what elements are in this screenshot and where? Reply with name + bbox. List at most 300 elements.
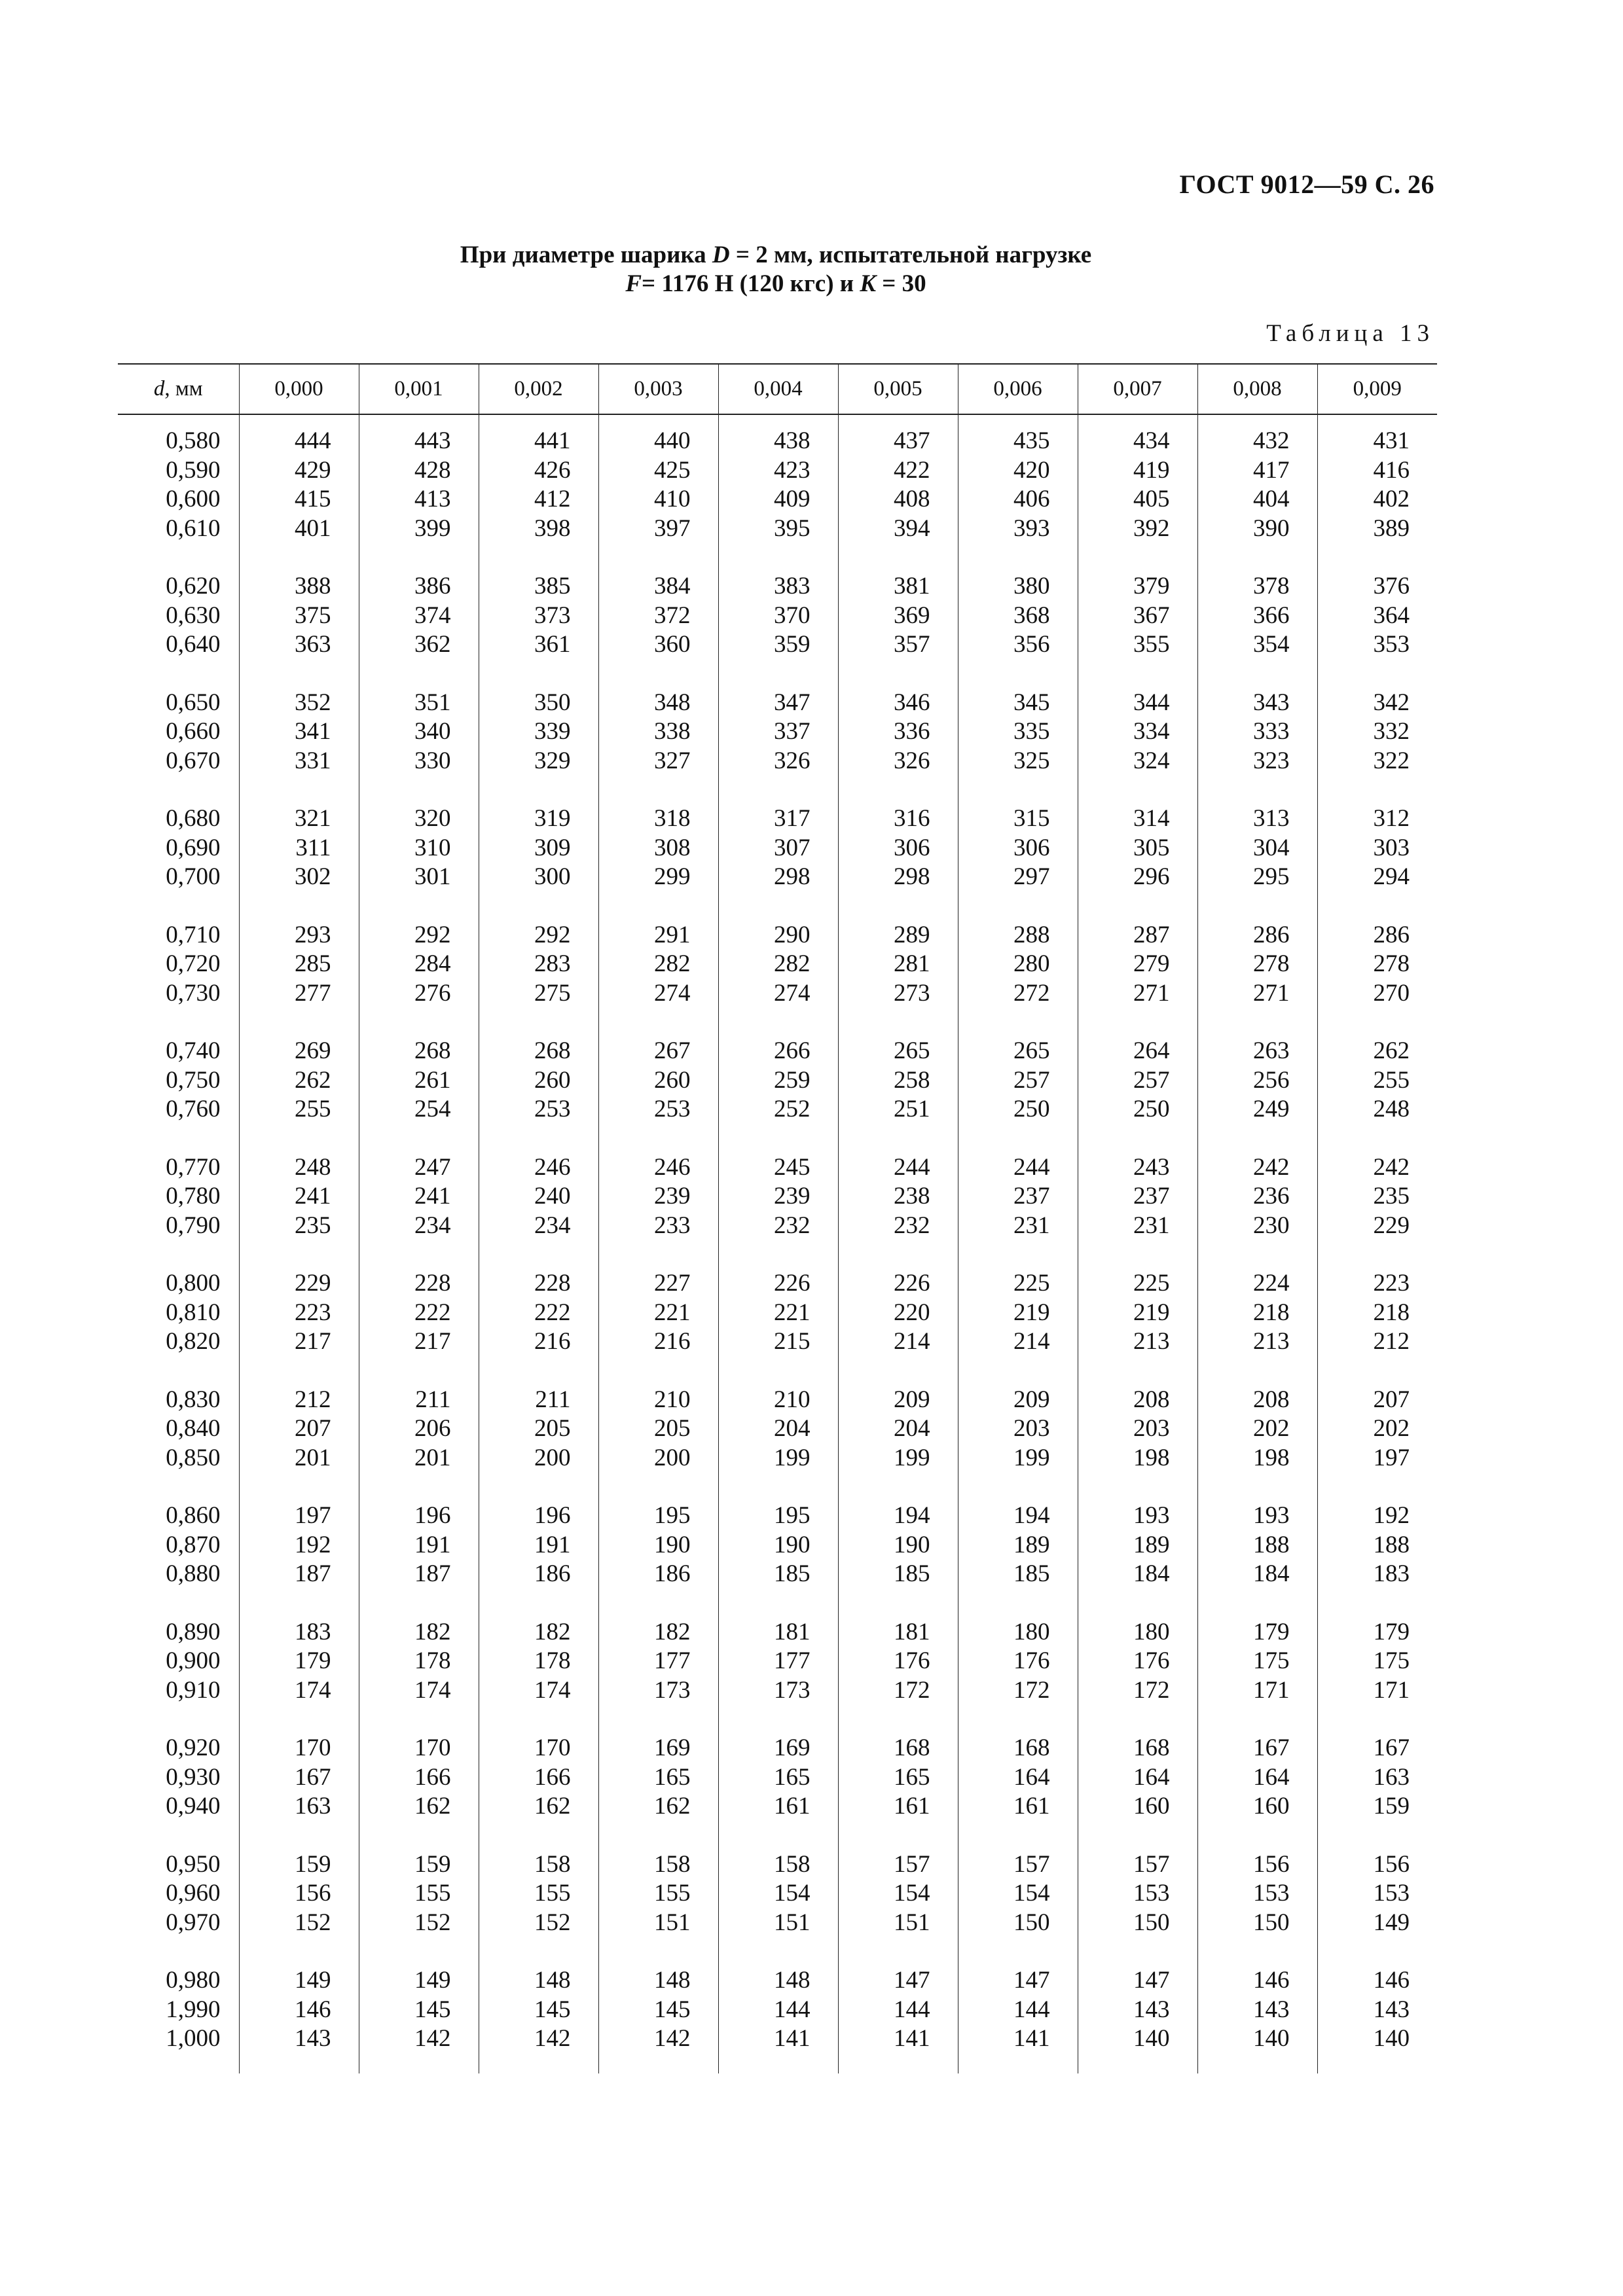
column-header: 0,008 — [1197, 364, 1317, 414]
spacer-cell — [479, 1473, 598, 1501]
table-row — [118, 921, 1437, 950]
hardness-value-cell: 416 — [1317, 456, 1437, 486]
hardness-value-cell: 201 — [359, 1444, 479, 1473]
hardness-value-cell: 339 — [479, 717, 598, 747]
spacer-cell — [118, 1124, 239, 1153]
hardness-value-cell: 354 — [1197, 630, 1317, 660]
spacer-cell — [118, 1821, 239, 1850]
hardness-value-cell: 260 — [598, 1066, 718, 1096]
hardness-value-cell: 145 — [598, 1996, 718, 2025]
spacer-cell — [239, 892, 359, 921]
hardness-value-cell: 307 — [718, 834, 838, 863]
hardness-value-cell: 375 — [239, 601, 359, 631]
hardness-value-cell: 248 — [1317, 1095, 1437, 1124]
hardness-value-cell: 253 — [598, 1095, 718, 1124]
diameter-cell: 0,790 — [166, 1211, 221, 1239]
hardness-value-cell: 150 — [958, 1909, 1078, 1938]
spacer-cell — [1078, 1473, 1197, 1501]
spacer-cell — [239, 776, 359, 804]
hardness-value-cell: 331 — [239, 747, 359, 776]
hardness-value-cell: 169 — [598, 1734, 718, 1763]
hardness-value-cell: 174 — [239, 1676, 359, 1706]
hardness-value-cell: 350 — [479, 689, 598, 718]
hardness-value-cell: 199 — [958, 1444, 1078, 1473]
hardness-value-cell: 217 — [239, 1327, 359, 1357]
hardness-value-cell: 156 — [1197, 1850, 1317, 1880]
table-body — [118, 414, 1437, 2073]
hardness-value-cell: 183 — [239, 1618, 359, 1647]
spacer-cell — [598, 1008, 718, 1037]
hardness-value-cell: 152 — [239, 1909, 359, 1938]
spacer-cell — [1078, 543, 1197, 572]
hardness-value-cell: 176 — [1078, 1647, 1197, 1676]
hardness-value-cell: 224 — [1197, 1269, 1317, 1299]
hardness-value-cell: 435 — [958, 414, 1078, 456]
hardness-value-cell: 187 — [359, 1560, 479, 1589]
hardness-value-cell: 140 — [1078, 2024, 1197, 2054]
hardness-value-cell: 169 — [718, 1734, 838, 1763]
hardness-value-cell: 422 — [838, 456, 958, 486]
hardness-value-cell: 160 — [1197, 1792, 1317, 1821]
hardness-value-cell: 157 — [1078, 1850, 1197, 1880]
hardness-value-cell: 235 — [1317, 1182, 1437, 1211]
hardness-value-cell: 158 — [479, 1850, 598, 1880]
diameter-cell: 1,990 — [166, 1996, 221, 2023]
diameter-cell: 0,850 — [166, 1444, 221, 1471]
hardness-value-cell: 306 — [958, 834, 1078, 863]
caption-text: = 1176 Н (120 кгс) и — [642, 270, 860, 297]
hardness-value-cell: 370 — [718, 601, 838, 631]
hardness-value-cell: 319 — [479, 804, 598, 834]
hardness-value-cell: 258 — [838, 1066, 958, 1096]
spacer-cell — [239, 1240, 359, 1269]
hardness-value-cell: 246 — [479, 1153, 598, 1183]
diameter-cell: 0,650 — [166, 689, 221, 716]
hardness-value-cell: 178 — [359, 1647, 479, 1676]
group-spacer — [118, 1937, 1437, 1966]
spacer-cell — [958, 543, 1078, 572]
table-row — [118, 1095, 1437, 1124]
spacer-cell — [1197, 776, 1317, 804]
diameter-cell: 1,000 — [166, 2025, 221, 2052]
hardness-value-cell: 168 — [958, 1734, 1078, 1763]
hardness-value-cell: 220 — [838, 1299, 958, 1328]
hardness-value-cell: 185 — [718, 1560, 838, 1589]
hardness-value-cell: 347 — [718, 689, 838, 718]
hardness-value-cell: 366 — [1197, 601, 1317, 631]
hardness-value-cell: 292 — [479, 921, 598, 950]
table-row — [118, 1153, 1437, 1183]
spacer-cell — [1078, 1124, 1197, 1153]
spacer-cell — [1197, 1357, 1317, 1386]
hardness-value-cell: 176 — [838, 1647, 958, 1676]
table-row — [118, 1501, 1437, 1531]
diameter-cell: 0,630 — [166, 601, 221, 629]
table-row — [118, 601, 1437, 631]
hardness-value-cell: 162 — [479, 1792, 598, 1821]
caption-line-2 — [0, 270, 1552, 298]
spacer-cell — [598, 1124, 718, 1153]
hardness-value-cell: 182 — [479, 1618, 598, 1647]
spacer-cell — [958, 892, 1078, 921]
hardness-value-cell: 147 — [1078, 1966, 1197, 1996]
hardness-value-cell: 202 — [1197, 1414, 1317, 1444]
hardness-value-cell: 301 — [359, 863, 479, 892]
diameter-cell: 0,840 — [166, 1415, 221, 1442]
spacer-cell — [958, 1937, 1078, 1966]
hardness-value-cell: 171 — [1317, 1676, 1437, 1706]
hardness-value-cell: 179 — [1317, 1618, 1437, 1647]
hardness-value-cell: 332 — [1317, 717, 1437, 747]
hardness-value-cell: 179 — [239, 1647, 359, 1676]
diameter-cell: 0,640 — [166, 631, 221, 658]
hardness-value-cell: 143 — [239, 2024, 359, 2054]
hardness-value-cell: 143 — [1197, 1996, 1317, 2025]
hardness-value-cell: 143 — [1317, 1996, 1437, 2025]
header-d-var: d — [153, 377, 165, 401]
hardness-value-cell: 205 — [598, 1414, 718, 1444]
diameter-cell: 0,720 — [166, 950, 221, 977]
table-row — [118, 1182, 1437, 1211]
hardness-value-cell: 322 — [1317, 747, 1437, 776]
spacer-cell — [359, 660, 479, 689]
hardness-value-cell: 225 — [958, 1269, 1078, 1299]
hardness-value-cell: 257 — [1078, 1066, 1197, 1096]
hardness-value-cell: 154 — [958, 1879, 1078, 1909]
hardness-value-cell: 426 — [479, 456, 598, 486]
spacer-cell — [1078, 660, 1197, 689]
spacer-cell — [1317, 1124, 1437, 1153]
hardness-value-cell: 229 — [1317, 1211, 1437, 1241]
hardness-value-cell: 409 — [718, 485, 838, 514]
hardness-value-cell: 144 — [718, 1996, 838, 2025]
spacer-cell — [958, 1821, 1078, 1850]
hardness-value-cell: 141 — [958, 2024, 1078, 2054]
diameter-cell: 0,920 — [166, 1734, 221, 1761]
diameter-cell: 0,770 — [166, 1153, 221, 1181]
hardness-value-cell: 271 — [1078, 979, 1197, 1009]
hardness-value-cell: 405 — [1078, 485, 1197, 514]
table-row — [118, 747, 1437, 776]
spacer-cell — [239, 1473, 359, 1501]
page-header: ГОСТ 9012—59 С. 26 — [1179, 170, 1434, 199]
hardness-value-cell: 221 — [598, 1299, 718, 1328]
table-row — [118, 804, 1437, 834]
spacer-cell — [838, 1240, 958, 1269]
diameter-cell: 0,730 — [166, 979, 221, 1007]
hardness-value-cell: 226 — [718, 1269, 838, 1299]
hardness-value-cell: 228 — [359, 1269, 479, 1299]
column-header: 0,000 — [239, 364, 359, 414]
group-spacer — [118, 1473, 1437, 1501]
hardness-value-cell: 223 — [1317, 1269, 1437, 1299]
spacer-cell — [359, 1357, 479, 1386]
hardness-value-cell: 368 — [958, 601, 1078, 631]
hardness-value-cell: 156 — [1317, 1850, 1437, 1880]
hardness-value-cell: 207 — [239, 1414, 359, 1444]
hardness-value-cell: 153 — [1197, 1879, 1317, 1909]
spacer-cell — [598, 1937, 718, 1966]
hardness-value-cell: 330 — [359, 747, 479, 776]
hardness-value-cell: 148 — [718, 1966, 838, 1996]
spacer-cell — [359, 1705, 479, 1734]
hardness-value-cell: 244 — [838, 1153, 958, 1183]
spacer-cell — [718, 892, 838, 921]
hardness-value-cell: 351 — [359, 689, 479, 718]
spacer-cell — [239, 1124, 359, 1153]
hardness-value-cell: 181 — [718, 1618, 838, 1647]
hardness-value-cell: 148 — [479, 1966, 598, 1996]
hardness-value-cell: 429 — [239, 456, 359, 486]
spacer-cell — [598, 1473, 718, 1501]
caption-text: = 2 мм, испытательной нагрузке — [729, 242, 1092, 268]
hardness-value-cell: 241 — [239, 1182, 359, 1211]
hardness-value-cell: 168 — [1078, 1734, 1197, 1763]
hardness-value-cell: 208 — [1078, 1386, 1197, 1415]
hardness-value-cell: 279 — [1078, 950, 1197, 979]
hardness-value-cell: 211 — [479, 1386, 598, 1415]
header-d-mm — [118, 364, 239, 414]
table-row — [118, 1734, 1437, 1763]
hardness-value-cell: 155 — [359, 1879, 479, 1909]
hardness-value-cell: 285 — [239, 950, 359, 979]
diameter-cell: 0,880 — [166, 1560, 221, 1587]
hardness-value-cell: 286 — [1197, 921, 1317, 950]
table-row — [118, 1066, 1437, 1096]
hardness-value-cell: 190 — [598, 1531, 718, 1560]
hardness-value-cell: 310 — [359, 834, 479, 863]
pad-cell — [239, 2054, 359, 2073]
table-row — [118, 485, 1437, 514]
hardness-value-cell: 321 — [239, 804, 359, 834]
hardness-value-cell: 417 — [1197, 456, 1317, 486]
hardness-value-cell: 182 — [359, 1618, 479, 1647]
hardness-value-cell: 256 — [1197, 1066, 1317, 1096]
spacer-cell — [1317, 660, 1437, 689]
hardness-value-cell: 147 — [838, 1966, 958, 1996]
hardness-value-cell: 262 — [1317, 1037, 1437, 1066]
hardness-value-cell: 274 — [718, 979, 838, 1009]
table-row — [118, 1996, 1437, 2025]
hardness-value-cell: 295 — [1197, 863, 1317, 892]
hardness-value-cell: 180 — [1078, 1618, 1197, 1647]
hardness-value-cell: 172 — [958, 1676, 1078, 1706]
diameter-cell: 0,980 — [166, 1967, 221, 1994]
group-spacer — [118, 660, 1437, 689]
hardness-value-cell: 192 — [1317, 1501, 1437, 1531]
table-header-row — [118, 364, 1437, 414]
spacer-cell — [1078, 1937, 1197, 1966]
hardness-value-cell: 167 — [1317, 1734, 1437, 1763]
hardness-value-cell: 356 — [958, 630, 1078, 660]
diameter-cell: 0,670 — [166, 747, 221, 774]
spacer-cell — [479, 1821, 598, 1850]
spacer-cell — [239, 660, 359, 689]
spacer-cell — [718, 1821, 838, 1850]
spacer-cell — [958, 1357, 1078, 1386]
hardness-value-cell: 212 — [1317, 1327, 1437, 1357]
hardness-value-cell: 297 — [958, 863, 1078, 892]
pad-cell — [1317, 2054, 1437, 2073]
hardness-value-cell: 197 — [239, 1501, 359, 1531]
table-row — [118, 979, 1437, 1009]
hardness-value-cell: 348 — [598, 689, 718, 718]
hardness-value-cell: 223 — [239, 1299, 359, 1328]
table-row — [118, 1386, 1437, 1415]
diameter-cell: 0,820 — [166, 1328, 221, 1355]
group-spacer — [118, 1008, 1437, 1037]
hardness-value-cell: 263 — [1197, 1037, 1317, 1066]
table-row — [118, 863, 1437, 892]
spacer-cell — [1197, 1473, 1317, 1501]
hardness-value-cell: 384 — [598, 572, 718, 601]
hardness-value-cell: 158 — [598, 1850, 718, 1880]
hardness-value-cell: 287 — [1078, 921, 1197, 950]
diameter-cell: 0,940 — [166, 1793, 221, 1820]
hardness-value-cell: 175 — [1317, 1647, 1437, 1676]
hardness-value-cell: 158 — [718, 1850, 838, 1880]
hardness-value-cell: 226 — [838, 1269, 958, 1299]
spacer-cell — [598, 1240, 718, 1269]
spacer-cell — [838, 1473, 958, 1501]
spacer-cell — [1317, 776, 1437, 804]
table-row — [118, 1269, 1437, 1299]
spacer-cell — [118, 1240, 239, 1269]
spacer-cell — [1317, 1008, 1437, 1037]
spacer-cell — [718, 1705, 838, 1734]
hardness-value-cell: 175 — [1197, 1647, 1317, 1676]
hardness-value-cell: 170 — [239, 1734, 359, 1763]
table-row — [118, 1560, 1437, 1589]
hardness-value-cell: 390 — [1197, 514, 1317, 544]
hardness-value-cell: 202 — [1317, 1414, 1437, 1444]
hardness-value-cell: 239 — [718, 1182, 838, 1211]
spacer-cell — [1078, 1357, 1197, 1386]
hardness-value-cell: 166 — [359, 1763, 479, 1793]
spacer-cell — [1197, 1124, 1317, 1153]
hardness-value-cell: 207 — [1317, 1386, 1437, 1415]
hardness-value-cell: 335 — [958, 717, 1078, 747]
hardness-value-cell: 195 — [718, 1501, 838, 1531]
hardness-value-cell: 326 — [838, 747, 958, 776]
hardness-value-cell: 177 — [718, 1647, 838, 1676]
hardness-value-cell: 199 — [718, 1444, 838, 1473]
spacer-cell — [718, 1124, 838, 1153]
hardness-value-cell: 229 — [239, 1269, 359, 1299]
hardness-value-cell: 156 — [239, 1879, 359, 1909]
hardness-value-cell: 269 — [239, 1037, 359, 1066]
hardness-value-cell: 402 — [1317, 485, 1437, 514]
table-number-label: Таблица 13 — [1266, 320, 1434, 347]
spacer-cell — [1197, 1937, 1317, 1966]
hardness-value-cell: 242 — [1317, 1153, 1437, 1183]
diameter-cell: 0,690 — [166, 834, 221, 861]
hardness-value-cell: 233 — [598, 1211, 718, 1241]
hardness-value-cell: 182 — [598, 1618, 718, 1647]
hardness-value-cell: 142 — [479, 2024, 598, 2054]
hardness-value-cell: 248 — [239, 1153, 359, 1183]
hardness-value-cell: 227 — [598, 1269, 718, 1299]
hardness-value-cell: 212 — [239, 1386, 359, 1415]
table-row — [118, 1531, 1437, 1560]
diameter-cell: 0,800 — [166, 1270, 221, 1297]
spacer-cell — [1197, 1821, 1317, 1850]
hardness-value-cell: 194 — [958, 1501, 1078, 1531]
hardness-value-cell: 200 — [598, 1444, 718, 1473]
hardness-value-cell: 216 — [479, 1327, 598, 1357]
hardness-value-cell: 441 — [479, 414, 598, 456]
hardness-value-cell: 314 — [1078, 804, 1197, 834]
hardness-value-cell: 346 — [838, 689, 958, 718]
hardness-value-cell: 431 — [1317, 414, 1437, 456]
hardness-value-cell: 184 — [1078, 1560, 1197, 1589]
hardness-value-cell: 151 — [598, 1909, 718, 1938]
hardness-value-cell: 172 — [838, 1676, 958, 1706]
hardness-value-cell: 180 — [958, 1618, 1078, 1647]
hardness-value-cell: 163 — [1317, 1763, 1437, 1793]
spacer-cell — [958, 1008, 1078, 1037]
hardness-value-cell: 440 — [598, 414, 718, 456]
hardness-value-cell: 299 — [598, 863, 718, 892]
hardness-value-cell: 241 — [359, 1182, 479, 1211]
spacer-cell — [1078, 1589, 1197, 1618]
spacer-cell — [118, 1705, 239, 1734]
hardness-value-cell: 225 — [1078, 1269, 1197, 1299]
hardness-value-cell: 293 — [239, 921, 359, 950]
hardness-value-cell: 181 — [838, 1618, 958, 1647]
hardness-value-cell: 177 — [598, 1647, 718, 1676]
spacer-cell — [718, 776, 838, 804]
table-row — [118, 1966, 1437, 1996]
table-row — [118, 1850, 1437, 1880]
hardness-value-cell: 312 — [1317, 804, 1437, 834]
hardness-value-cell: 251 — [838, 1095, 958, 1124]
hardness-value-cell: 255 — [1317, 1066, 1437, 1096]
hardness-value-cell: 341 — [239, 717, 359, 747]
table-row — [118, 689, 1437, 718]
hardness-value-cell: 362 — [359, 630, 479, 660]
spacer-cell — [359, 1937, 479, 1966]
hardness-value-cell: 388 — [239, 572, 359, 601]
hardness-value-cell: 288 — [958, 921, 1078, 950]
hardness-value-cell: 398 — [479, 514, 598, 544]
hardness-value-cell: 157 — [838, 1850, 958, 1880]
hardness-value-cell: 235 — [239, 1211, 359, 1241]
hardness-value-cell: 203 — [1078, 1414, 1197, 1444]
hardness-value-cell: 246 — [598, 1153, 718, 1183]
hardness-value-cell: 316 — [838, 804, 958, 834]
spacer-cell — [718, 1357, 838, 1386]
spacer-cell — [239, 1357, 359, 1386]
hardness-value-cell: 306 — [838, 834, 958, 863]
hardness-value-cell: 216 — [598, 1327, 718, 1357]
hardness-value-cell: 146 — [1317, 1966, 1437, 1996]
spacer-cell — [838, 1937, 958, 1966]
table-row — [118, 1414, 1437, 1444]
spacer-cell — [359, 1473, 479, 1501]
hardness-value-cell: 401 — [239, 514, 359, 544]
hardness-value-cell: 218 — [1317, 1299, 1437, 1328]
hardness-value-cell: 280 — [958, 950, 1078, 979]
hardness-value-cell: 160 — [1078, 1792, 1197, 1821]
spacer-cell — [1197, 892, 1317, 921]
spacer-cell — [838, 1008, 958, 1037]
caption-var-d: D — [712, 242, 730, 268]
table-row — [118, 1037, 1437, 1066]
table-row — [118, 630, 1437, 660]
hardness-value-cell: 292 — [359, 921, 479, 950]
column-header: 0,004 — [718, 364, 838, 414]
